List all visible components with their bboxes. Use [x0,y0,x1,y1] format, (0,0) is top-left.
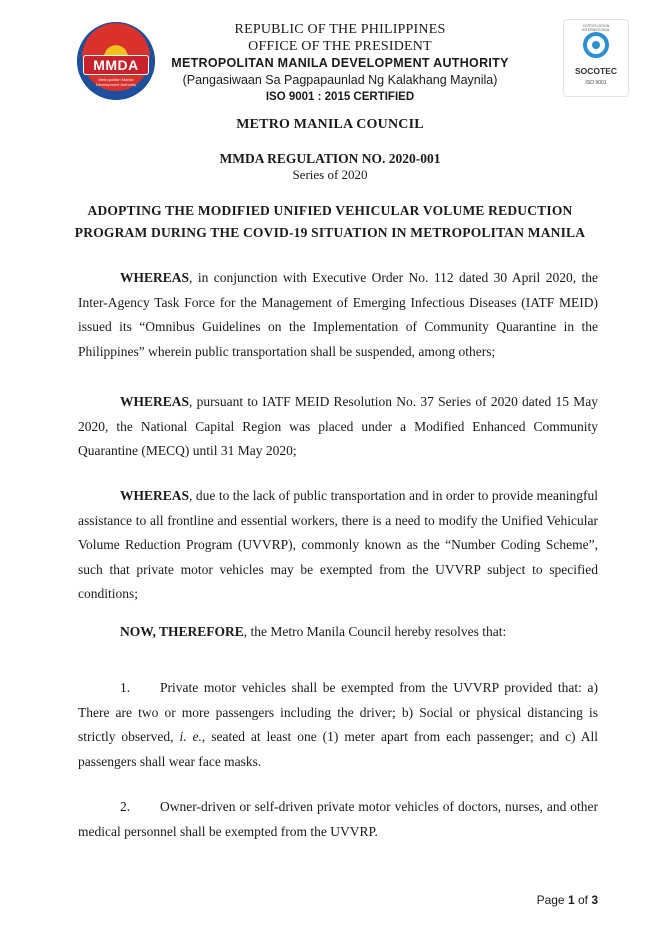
paragraph-text: , pursuant to IATF MEID Resolution No. 37 Series of 2020 dated 15 May 2020, the National Capital Region was placed under a Modified Enhanced Community Quarantine (MECQ) until 31 May 2020; [78,394,598,458]
socotec-certification-logo [563,19,629,97]
mmda-logo-text: MMDA [93,57,139,73]
mmda-logo [77,22,155,100]
resolution-intro [78,620,598,645]
item-text: Private motor vehicles shall be exempted from the UVVRP provided that: a) There are two or more passengers including the driver; b) Social or physical distancing is strictly observed, [78,680,598,744]
title-line-1: ADOPTING THE MODIFIED UNIFIED VEHICULAR VOLUME REDUCTION [87,203,573,218]
item-text-italic: i. e. [179,729,202,744]
whereas-paragraph-2 [78,390,598,464]
paragraph-text: , due to the lack of public transportation and in order to provide meaningful assistance to all frontline and essential workers, there is a need to modify the Unified Vehicular Volume Reduction Program (UVVRP), commonly known as the “Number Coding Scheme”, such that private motor vehicles may be exempted from the UVVRP subject to specified conditions; [78,488,598,601]
paragraph-lead: NOW, THEREFORE [120,624,244,639]
header-iso: ISO 9001 : 2015 CERTIFIED [265,91,415,103]
page-total: 3 [591,893,598,907]
page-current: 1 [567,893,575,907]
whereas-paragraph-3 [78,484,598,607]
regulation-series: Series of 2020 [292,167,368,182]
council-heading: METRO MANILA COUNCIL [236,117,424,132]
header-agency: METROPOLITAN MANILA DEVELOPMENT AUTHORITY [171,56,509,70]
item-text: Owner-driven or self-driven private motor vehicles of doctors, nurses, and other medical personnel shall be exempted from the UVVRP. [78,799,598,839]
item-text-cont: , seated at least one (1) meter apart from each passenger; and c) All passengers shall wear face masks. [78,729,598,769]
regulation-number: MMDA REGULATION NO. 2020-001 [219,151,441,166]
whereas-paragraph-1 [78,266,598,364]
socotec-ring-icon [583,32,609,58]
paragraph-lead: WHEREAS [120,394,190,409]
header-tagalog: (Pangasiwaan Sa Pagpapaunlad Ng Kalakhang Maynila) [182,73,498,87]
letterhead [150,21,530,106]
paragraph-lead: WHEREAS [120,270,190,285]
regulation-title [60,200,600,244]
mmda-logo-band [83,55,149,75]
resolution-item-1 [78,676,598,774]
page-label: Page [536,893,568,907]
socotec-arc-text: CERTIFICATION INTERNATIONAL [582,24,610,32]
header-republic: REPUBLIC OF THE PHILIPPINES [234,22,446,37]
resolution-item-2 [78,795,598,844]
socotec-brand: SOCOTEC [574,66,618,76]
item-number: 1. [120,680,131,695]
page-of: of [574,893,592,907]
header-office: OFFICE OF THE PRESIDENT [248,39,432,54]
paragraph-lead: WHEREAS [120,488,190,503]
item-number: 2. [120,799,131,814]
mmda-logo-subtext: Metropolitan Manila Development Authority [95,77,137,87]
socotec-iso: ISO 9001 [585,80,607,86]
title-line-2: PROGRAM DURING THE COVID-19 SITUATION IN METROPOLITAN MANILA [74,225,586,240]
paragraph-text: , in conjunction with Executive Order No. 112 dated 30 April 2020, the Inter-Agency Task Force for the Management of Emerging Infectious Diseases (IATF MEID) issued its “Omnibus Guidelines on the Implementation of Community Quarantine in the Philippines” wherein public transportation shall be suspended, among others; [78,270,598,359]
page-number [0,893,598,907]
paragraph-text: , the Metro Manila Council hereby resolves that: [243,624,507,639]
